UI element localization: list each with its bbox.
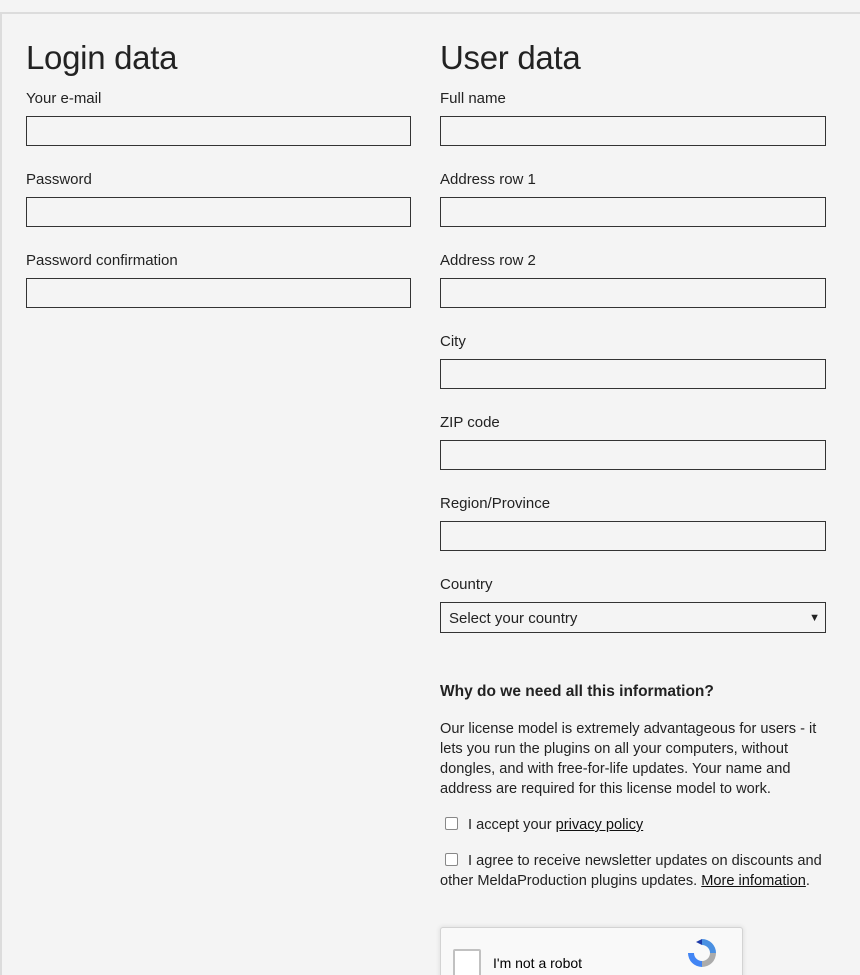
zip-code-field-group <box>440 414 838 469</box>
password-field-group <box>26 171 412 226</box>
user-data-heading: User data <box>440 39 581 76</box>
login-data-section <box>26 38 412 333</box>
zip-code-input[interactable] <box>440 440 826 470</box>
country-select[interactable] <box>440 602 826 633</box>
email-field-group <box>26 90 412 145</box>
address-row-2-field-group <box>440 252 838 307</box>
newsletter-consent-row <box>440 851 838 891</box>
address-row-1-field-group <box>440 171 838 226</box>
recaptcha-label: I'm not a robot <box>493 955 583 971</box>
left-divider <box>0 12 2 975</box>
recaptcha-icon <box>685 936 719 970</box>
address-row-2-input[interactable] <box>440 278 826 308</box>
zip-code-label: ZIP code <box>440 414 500 431</box>
region-province-label: Region/Province <box>440 495 551 512</box>
password-confirmation-input[interactable] <box>26 278 411 308</box>
country-field-group <box>440 576 838 631</box>
address-row-1-input[interactable] <box>440 197 826 227</box>
email-label: Your e-mail <box>26 90 102 107</box>
recaptcha-checkbox[interactable] <box>453 949 481 975</box>
info-text: Our license model is extremely advantageous for users - it lets you run the plugins on all your computers, without dongles, and with free-for-life updates. Your name and address are required for this license model to work. <box>440 721 817 797</box>
privacy-consent-row <box>440 815 838 835</box>
city-field-group <box>440 333 838 388</box>
newsletter-consent-suffix: . <box>805 873 810 889</box>
full-name-input[interactable] <box>440 116 826 146</box>
region-province-input[interactable] <box>440 521 826 551</box>
region-province-field-group <box>440 495 838 550</box>
password-label: Password <box>26 171 92 188</box>
email-input[interactable] <box>26 116 411 146</box>
more-information-link[interactable]: More infomation <box>701 873 806 889</box>
newsletter-consent-text: I agree to receive newsletter updates on discounts and other MeldaProduction plugins updates. <box>440 853 822 889</box>
password-confirmation-label: Password confirmation <box>26 252 178 269</box>
user-data-section <box>440 38 838 971</box>
top-divider <box>0 12 860 14</box>
login-data-heading: Login data <box>26 39 178 76</box>
info-title: Why do we need all this information? <box>440 683 714 700</box>
full-name-label: Full name <box>440 90 506 107</box>
recaptcha-widget <box>440 927 743 975</box>
city-input[interactable] <box>440 359 826 389</box>
address-row-2-label: Address row 2 <box>440 252 536 269</box>
privacy-consent-text: I accept your <box>468 817 556 833</box>
privacy-checkbox[interactable] <box>445 817 458 830</box>
country-select-value: Select your country <box>449 610 578 627</box>
full-name-field-group <box>440 90 838 145</box>
password-input[interactable] <box>26 197 411 227</box>
city-label: City <box>440 333 466 350</box>
chevron-down-icon: ▼ <box>809 612 820 624</box>
privacy-policy-link[interactable]: privacy policy <box>555 817 644 833</box>
address-row-1-label: Address row 1 <box>440 171 536 188</box>
newsletter-checkbox[interactable] <box>445 853 458 866</box>
password-confirmation-field-group <box>26 252 412 307</box>
country-label: Country <box>440 576 493 593</box>
